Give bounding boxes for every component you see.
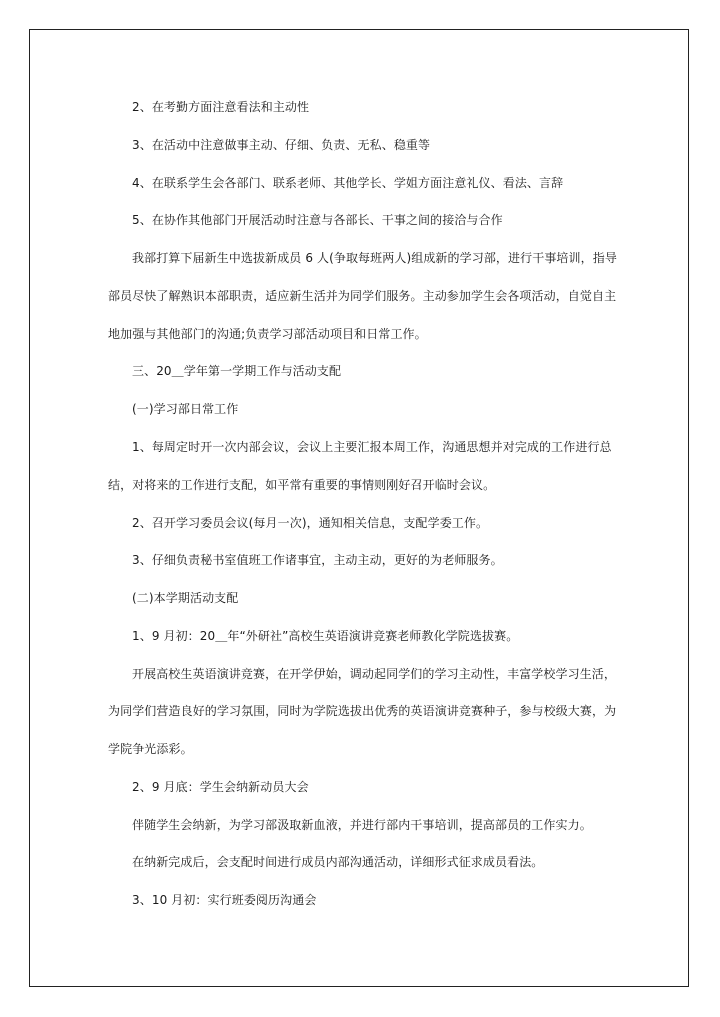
paragraph-line: 为同学们营造良好的学习氛围，同时为学院选拔出优秀的英语演讲竞赛种子，参与校级大赛，为 [108,704,617,718]
paragraph-line: 伴随学生会纳新，为学习部汲取新血液，并进行部内干事培训，提高部员的工作实力。 [132,818,592,832]
paragraph-line: 3、10 月初：实行班委阅历沟通会 [132,893,317,907]
subsection-heading: (一)学习部日常工作 [132,402,239,416]
paragraph-line: 地加强与其他部门的沟通;负责学习部活动项目和日常工作。 [108,327,427,341]
paragraph-line: 3、仔细负责秘书室值班工作诸事宜，主动主动，更好的为老师服务。 [132,553,503,567]
paragraph-line: 我部打算下届新生中选拔新成员 6 人(争取每班两人)组成新的学习部，进行干事培训，指导 [132,251,617,265]
paragraph-line: 开展高校生英语演讲竞赛，在开学伊始，调动起同学们的学习主动性，丰富学校学习生活， [132,667,617,681]
paragraph-line: 2、9 月底：学生会纳新动员大会 [132,780,309,794]
paragraph-line: 结，对将来的工作进行支配，如平常有重要的事情则刚好召开临时会议。 [108,478,496,492]
paragraph-line: 4、在联系学生会各部门、联系老师、其他学长、学姐方面注意礼仪、看法、言辞 [132,176,564,190]
paragraph-line: 5、在协作其他部门开展活动时注意与各部长、干事之间的接洽与合作 [132,213,503,227]
subsection-heading: (二)本学期活动支配 [132,591,239,605]
paragraph-line: 学院争光添彩。 [108,742,193,756]
paragraph-line: 在纳新完成后，会支配时间进行成员内部沟通活动，详细形式征求成员看法。 [132,855,544,869]
paragraph-line: 3、在活动中注意做事主动、仔细、负责、无私、稳重等 [132,138,431,152]
page-frame [29,29,689,987]
paragraph-line: 1、9 月初：20＿年“外研社”高校生英语演讲竞赛老师教化学院选拔赛。 [132,629,519,643]
paragraph-line: 1、每周定时开一次内部会议，会议上主要汇报本周工作，沟通思想并对完成的工作进行总 [132,440,612,454]
paragraph-line: 2、召开学习委员会议(每月一次)，通知相关信息，支配学委工作。 [132,516,489,530]
section-heading: 三、20＿学年第一学期工作与活动支配 [132,364,342,378]
paragraph-line: 2、在考勤方面注意看法和主动性 [132,100,310,114]
paragraph-line: 部员尽快了解熟识本部职责，适应新生活并为同学们服务。主动参加学生会各项活动，自觉自主 [108,289,617,303]
